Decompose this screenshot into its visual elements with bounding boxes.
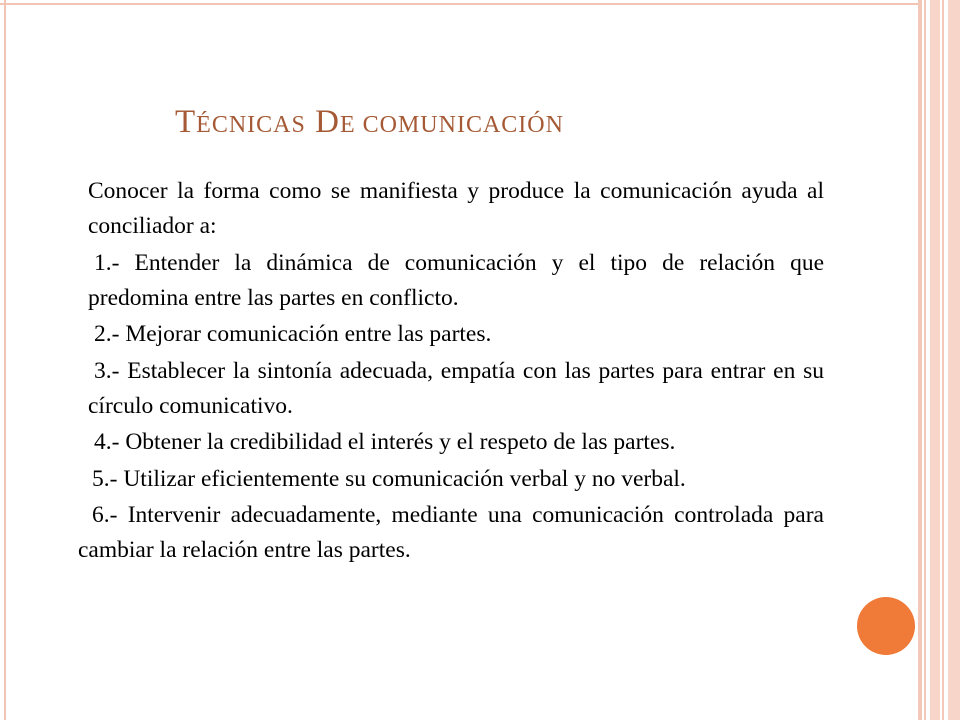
left-border-line	[4, 0, 6, 720]
top-border-line	[0, 3, 918, 5]
list-item: 5.- Utilizar eficientemente su comunicación verbal y no verbal.	[92, 465, 686, 492]
orange-circle-decoration	[857, 597, 915, 655]
stripe	[942, 0, 944, 720]
stripe	[930, 0, 940, 720]
stripe	[918, 0, 922, 720]
intro-paragraph: Conocer la forma como se manifiesta y produce la comunicación ayuda al conciliador a:	[88, 178, 824, 239]
slide-title: TÉCNICAS DE COMUNICACIÓN	[175, 104, 564, 140]
stripe	[948, 0, 960, 720]
list-item: 3.- Establecer la sintonía adecuada, empatía con las partes para entrar en su círculo comunicativo.	[88, 357, 824, 419]
list-item: 4.- Obtener la credibilidad el interés y el respeto de las partes.	[94, 429, 676, 455]
list-item: 6.- Intervenir adecuadamente, mediante una comunicación controlada para cambiar la relación entre las partes.	[78, 502, 824, 563]
slide-body	[78, 174, 824, 570]
stripe	[924, 0, 926, 720]
right-decorative-stripes	[918, 0, 960, 720]
list-item: 2.- Mejorar comunicación entre las partes.	[94, 321, 492, 347]
list-item: 1.- Entender la dinámica de comunicación y el tipo de relación que predomina entre las partes en conflicto.	[88, 249, 824, 311]
